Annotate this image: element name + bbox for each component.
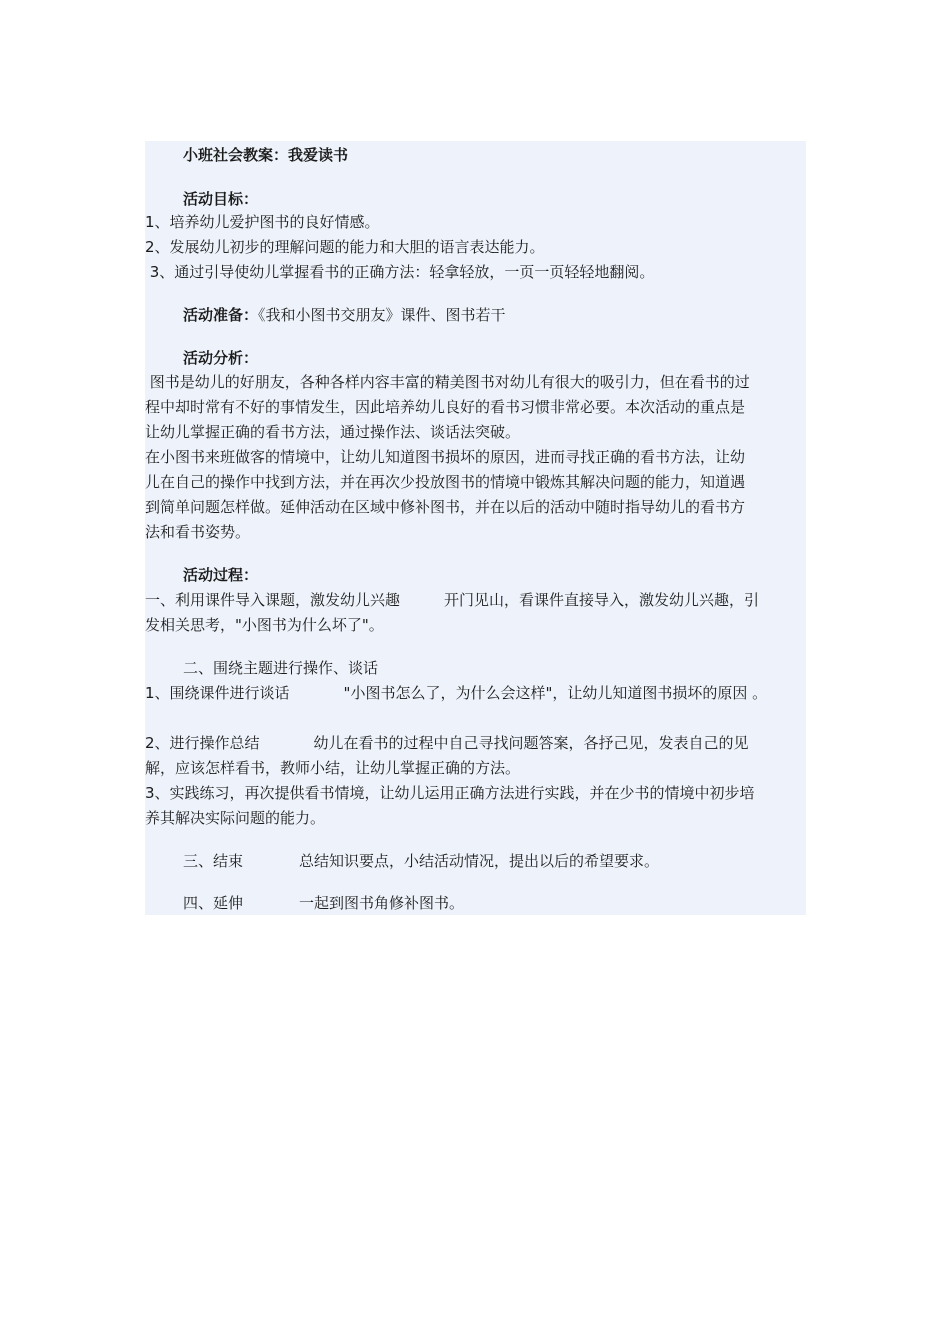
- process-step-3: [183, 851, 659, 871]
- process-sub-step-1: [145, 683, 767, 703]
- sub-step-2-text-continued: 解，应该怎样看书，教师小结，让幼儿掌握正确的方法。: [145, 759, 521, 777]
- prep-text: 《我和小图书交朋友》课件、图书若干: [258, 306, 506, 324]
- process-sub-step-2: [145, 733, 749, 753]
- step-1-text: 开门见山，看课件直接导入，激发幼儿兴趣，引: [444, 591, 760, 609]
- step-1-label: 一、利用课件导入课题，激发幼儿兴趣: [145, 591, 401, 609]
- analysis-paragraph-line: 程中却时常有不好的事情发生，因此培养幼儿良好的看书习惯非常必要。本次活动的重点是: [145, 398, 746, 416]
- sub-step-1-text: "小图书怎么了，为什么会这样"，让幼儿知道图书损坏的原因 。: [343, 684, 768, 702]
- step-4-label: 四、延伸: [183, 894, 244, 912]
- goals-heading: 活动目标：: [183, 190, 259, 208]
- step-3-label: 三、结束: [183, 852, 244, 870]
- analysis-paragraph-line: 让幼儿掌握正确的看书方法，通过操作法、谈话法突破。: [145, 423, 521, 441]
- analysis-paragraph-line: 法和看书姿势。: [145, 523, 251, 541]
- step-3-text: 总结知识要点，小结活动情况，提出以后的希望要求。: [299, 852, 660, 870]
- analysis-paragraph-line: 图书是幼儿的好朋友，各种各样内容丰富的精美图书对幼儿有很大的吸引力，但在看书的过: [145, 373, 750, 391]
- process-heading: 活动过程：: [183, 566, 259, 584]
- sub-step-2-label: 2、进行操作总结: [145, 734, 260, 752]
- prep-heading: 活动准备：: [183, 306, 259, 324]
- goal-item: 2、发展幼儿初步的理解问题的能力和大胆的语言表达能力。: [145, 238, 545, 256]
- step-1-text-continued: 发相关思考，"小图书为什么坏了"。: [145, 616, 384, 634]
- process-step-1: [145, 590, 759, 610]
- document-title: 小班社会教案：我爱读书: [183, 146, 349, 164]
- sub-step-1-label: 1、围绕课件进行谈话: [145, 684, 290, 702]
- process-step-4: [183, 893, 464, 913]
- analysis-paragraph-line: 在小图书来班做客的情境中，让幼儿知道图书损坏的原因，进而寻找正确的看书方法，让幼: [145, 448, 746, 466]
- step-4-text: 一起到图书角修补图书。: [299, 894, 465, 912]
- analysis-heading: 活动分析：: [183, 349, 259, 367]
- goal-item: 3、通过引导使幼儿掌握看书的正确方法：轻拿轻放，一页一页轻轻地翻阅。: [145, 263, 655, 281]
- analysis-paragraph-line: 儿在自己的操作中找到方法，并在再次少投放图书的情境中锻炼其解决问题的能力，知道遇: [145, 473, 746, 491]
- goal-item: 1、培养幼儿爱护图书的良好情感。: [145, 213, 380, 231]
- sub-step-2-text: 幼儿在看书的过程中自己寻找问题答案，各抒己见，发表自己的见: [313, 734, 749, 752]
- process-sub-step-3: 3、实践练习，再次提供看书情境，让幼儿运用正确方法进行实践，并在少书的情境中初步培: [145, 784, 755, 802]
- analysis-paragraph-line: 到简单问题怎样做。延伸活动在区域中修补图书，并在以后的活动中随时指导幼儿的看书方: [145, 498, 746, 516]
- sub-step-3-text-continued: 养其解决实际问题的能力。: [145, 809, 326, 827]
- process-step-2-heading: 二、围绕主题进行操作、谈话: [183, 659, 379, 677]
- prep-line: [183, 305, 506, 325]
